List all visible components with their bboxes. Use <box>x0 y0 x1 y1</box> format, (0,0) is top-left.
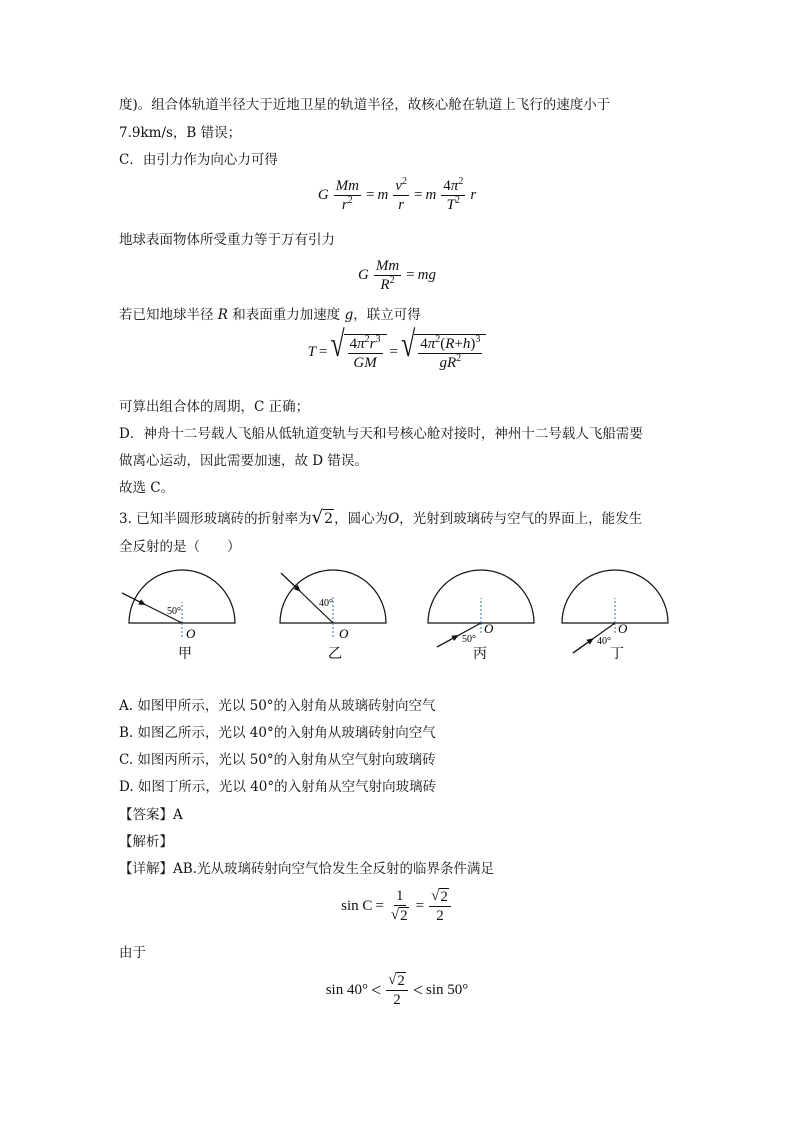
angle-label: 50° <box>167 606 181 617</box>
text-line: 若已知地球半径 R 和表面重力加速度 g，联立可得 <box>119 307 421 323</box>
option-d: D. 如图丁所示，光以 40°的入射角从空气射向玻璃砖 <box>119 779 437 795</box>
equation-period: T = √ $\frac{4\pi^2r^3}{GM}$ = √ $\frac{4\pi^2(R+h)^3}{gR^2}$ <box>0 334 794 371</box>
figure-caption: 甲 <box>178 647 192 662</box>
option-c: C. 如图丙所示，光以 50°的入射角从空气射向玻璃砖 <box>119 752 436 768</box>
semicircle <box>562 570 668 623</box>
semicircle <box>280 570 386 623</box>
equation-centripetal: G $\frac{Mm}{r^2}$ = m $\frac{v^2}{r}$ = m $\frac{4\pi^2}{T^2}$ r <box>317 176 477 213</box>
option-a: A. 如图甲所示，光以 50°的入射角从玻璃砖射向空气 <box>119 698 436 714</box>
text-line: C．由引力作为向心力可得 <box>119 152 278 168</box>
semicircle <box>129 570 235 623</box>
text-line: 7.9km/s，B 错误； <box>119 125 242 141</box>
center-label: O <box>618 621 628 636</box>
angle-label: 50° <box>462 634 476 645</box>
text-line: 由于 <box>119 945 146 961</box>
figure-caption: 丁 <box>610 647 624 662</box>
question-stem: 3. 已知半圆形玻璃砖的折射率为 √ 2 ，圆心为O，光射到玻璃砖与空气的界面上，能发生 <box>119 507 643 528</box>
text-line: 全反射的是（ ） <box>119 539 241 555</box>
text-line: D．神舟十二号载人飞船从低轨道变轨与天和号核心舱对接时，神州十二号载人飞船需要 <box>119 426 643 442</box>
answer-label: 【答案】A <box>119 807 183 823</box>
text-line: 做离心运动，因此需要加速，故 D 错误。 <box>119 453 368 469</box>
center-label: O <box>339 626 349 641</box>
figure-caption: 乙 <box>328 647 342 662</box>
angle-label: 40° <box>319 598 333 609</box>
figure-caption: 丙 <box>473 647 487 662</box>
center-label: O <box>484 621 494 636</box>
text-line: 度)。组合体轨道半径大于近地卫星的轨道半径，故核心舱在轨道上飞行的速度小于 <box>119 97 611 113</box>
center-label: O <box>186 626 196 641</box>
analysis-label: 【解析】 <box>119 834 173 850</box>
figure-jia <box>122 570 235 662</box>
option-b: B. 如图乙所示，光以 40°的入射角从玻璃砖射向空气 <box>119 725 436 741</box>
text-line: 故选 C。 <box>119 480 175 496</box>
detail-text: 【详解】AB.光从玻璃砖射向空气恰发生全反射的临界条件满足 <box>119 861 494 877</box>
text-line: 地球表面物体所受重力等于万有引力 <box>119 232 335 248</box>
figure-ding <box>562 570 668 662</box>
semicircle <box>428 570 534 623</box>
equation-gravity: G $\frac{Mm}{R^2}$ = mg <box>358 258 436 293</box>
equation-inequality: sin 40° < √ 2 2 < sin 50° <box>325 972 469 1008</box>
equation-critical-angle: sin C = 1 √ 2 = √ 2 2 <box>0 888 794 924</box>
angle-label: 40° <box>597 636 611 647</box>
figures-row <box>0 560 794 670</box>
figure-yi <box>280 570 386 662</box>
text-line: 可算出组合体的周期，C 正确； <box>119 399 310 415</box>
figure-bing <box>428 570 534 662</box>
